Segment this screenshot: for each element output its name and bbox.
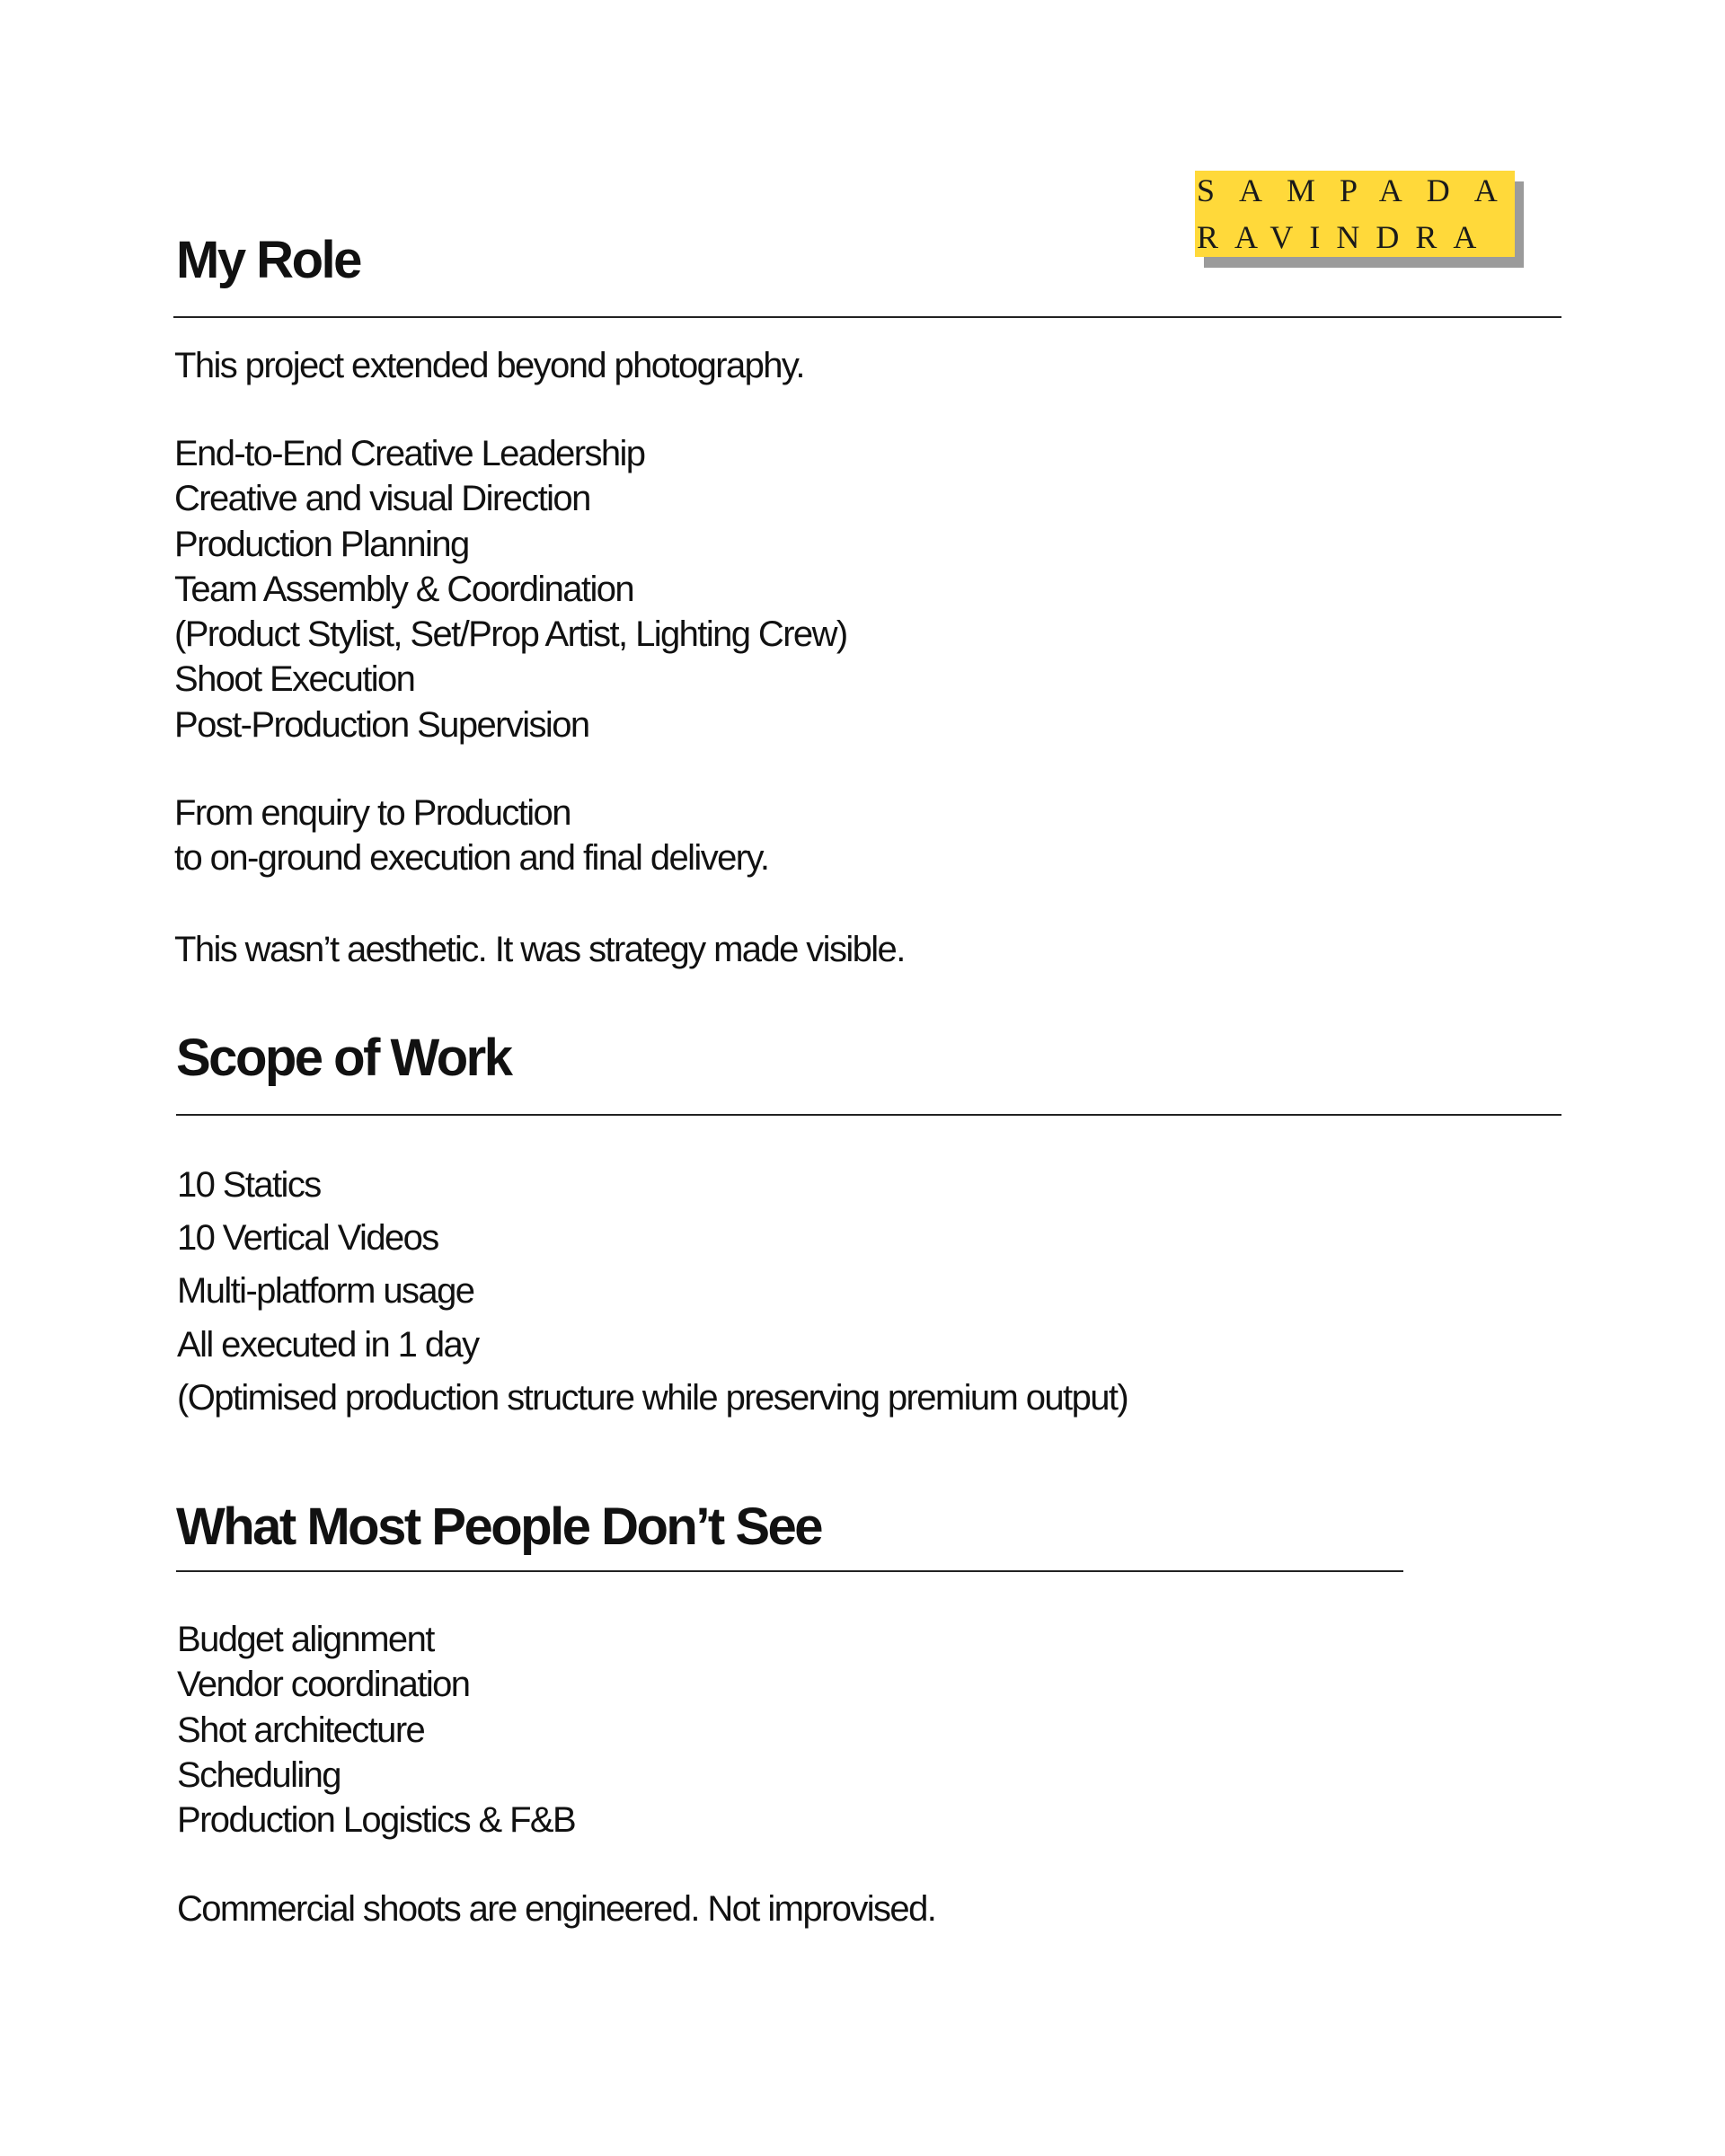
scope-item: 10 Vertical Videos <box>177 1218 438 1259</box>
section-title-my-role: My Role <box>176 231 360 289</box>
scope-item: 10 Statics <box>177 1165 321 1205</box>
role-item: (Product Stylist, Set/Prop Artist, Lighting Crew) <box>174 614 847 655</box>
unseen-item: Shot architecture <box>177 1710 425 1750</box>
section-divider <box>176 1570 1403 1572</box>
section-divider <box>173 316 1561 318</box>
section-title-scope-of-work: Scope of Work <box>176 1029 511 1087</box>
unseen-item: Vendor coordination <box>177 1665 470 1705</box>
role-item: Shoot Execution <box>174 659 415 700</box>
unseen-item: Budget alignment <box>177 1620 434 1659</box>
section-title-what-most-people-dont-see: What Most People Don’t See <box>176 1498 822 1556</box>
role-item: Team Assembly & Coordination <box>174 569 634 609</box>
scope-item: (Optimised production structure while preserving premium output) <box>177 1377 1128 1418</box>
role-flow-line: From enquiry to Production <box>174 793 571 833</box>
unseen-list <box>177 1617 575 1842</box>
role-item: Production Planning <box>174 524 469 564</box>
role-item: Creative and visual Direction <box>174 479 590 519</box>
logo-line-first-name: SAMPADA <box>1197 172 1522 208</box>
unseen-item: Production Logistics & F&B <box>177 1800 576 1841</box>
unseen-closing: Commercial shoots are engineered. Not improvised. <box>177 1889 936 1929</box>
logo-box <box>1195 171 1522 257</box>
role-intro: This project extended beyond photography. <box>174 346 804 385</box>
scope-list <box>177 1159 1128 1425</box>
scope-item: Multi-platform usage <box>177 1271 474 1312</box>
brand-logo <box>1195 171 1522 257</box>
role-item: End-to-End Creative Leadership <box>174 434 645 473</box>
role-list <box>174 431 847 747</box>
logo-line-last-name: RAVINDRA <box>1197 219 1493 255</box>
scope-item: All executed in 1 day <box>177 1324 479 1365</box>
unseen-item: Scheduling <box>177 1754 341 1795</box>
role-closing: This wasn’t aesthetic. It was strategy made visible. <box>174 930 905 969</box>
role-flow <box>174 791 768 880</box>
role-item: Post-Production Supervision <box>174 704 589 745</box>
section-divider <box>176 1114 1561 1116</box>
role-flow-line: to on-ground execution and final delivery. <box>174 838 769 878</box>
